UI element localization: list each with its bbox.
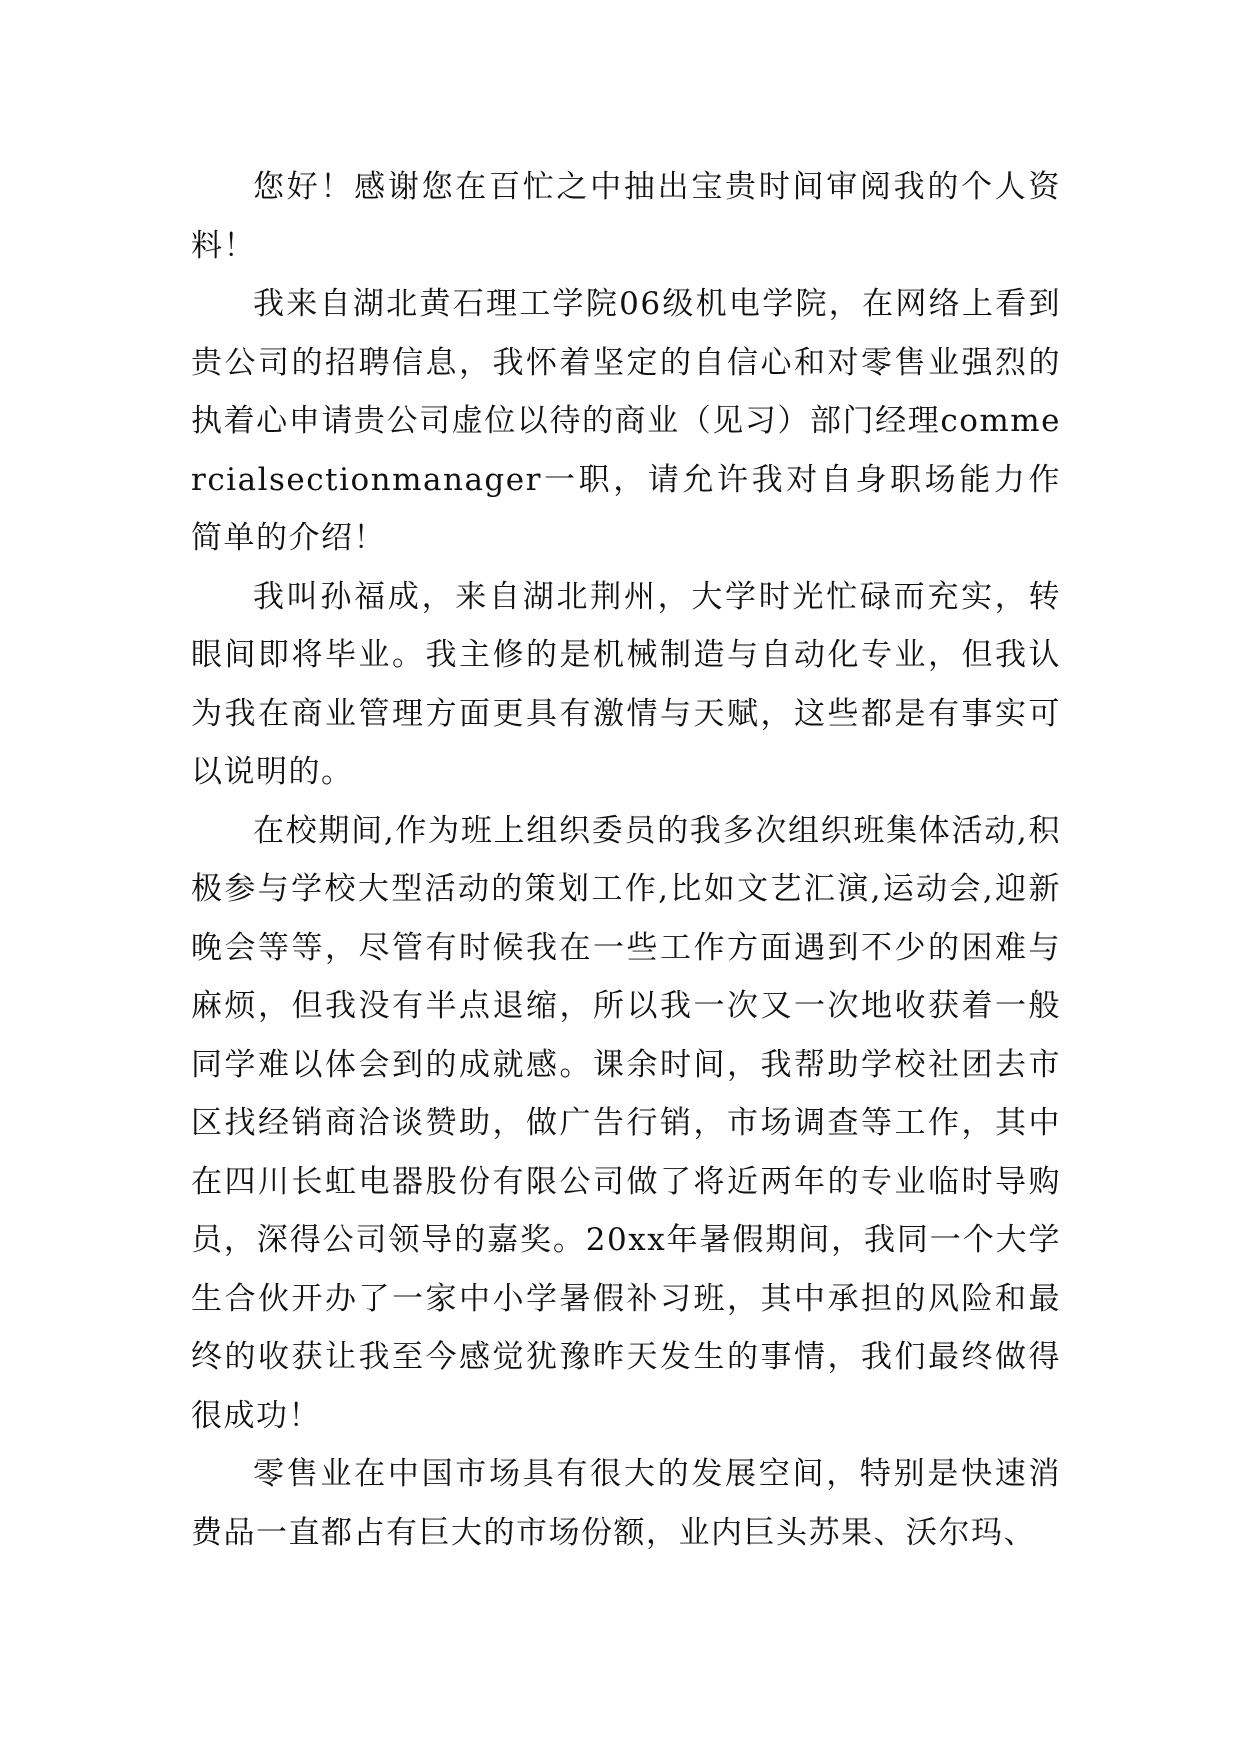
paragraph-application: 我来自湖北黄石理工学院06级机电学院，在网络上看到贵公司的招聘信息，我怀着坚定的自信心和对零售业强烈的执着心申请贵公司虚位以待的商业（见习）部门经理commercialsectionmanager一职，请允许我对自身职场能力作简单的介绍！ bbox=[191, 286, 1061, 556]
letter-body bbox=[191, 158, 1061, 1562]
paragraph-retail-industry: 零售业在中国市场具有很大的发展空间，特别是快速消费品一直都占有巨大的市场份额，业内巨头苏果、沃尔玛、 bbox=[191, 1456, 1061, 1551]
paragraph-greeting: 您好！感谢您在百忙之中抽出宝贵时间审阅我的个人资料！ bbox=[191, 169, 1061, 264]
paragraph-self-intro: 我叫孙福成，来自湖北荆州，大学时光忙碌而充实，转眼间即将毕业。我主修的是机械制造与自动化专业，但我认为我在商业管理方面更具有激情与天赋，这些都是有事实可以说明的。 bbox=[191, 578, 1061, 790]
paragraph-school-experience: 在校期间,作为班上组织委员的我多次组织班集体活动,积极参与学校大型活动的策划工作,比如文艺汇演,运动会,迎新晚会等等，尽管有时候我在一些工作方面遇到不少的困难与麻烦，但我没有半点退缩，所以我一次又一次地收获着一般同学难以体会到的成就感。课余时间，我帮助学校社团去市区找经销商洽谈赞助，做广告行销，市场调查等工作，其中在四川长虹电器股份有限公司做了将近两年的专业临时导购员，深得公司领导的嘉奖。20xx年暑假期间，我同一个大学生合伙开办了一家中小学暑假补习班，其中承担的风险和最终的收获让我至今感觉犹豫昨天发生的事情，我们最终做得很成功！ bbox=[191, 812, 1061, 1434]
